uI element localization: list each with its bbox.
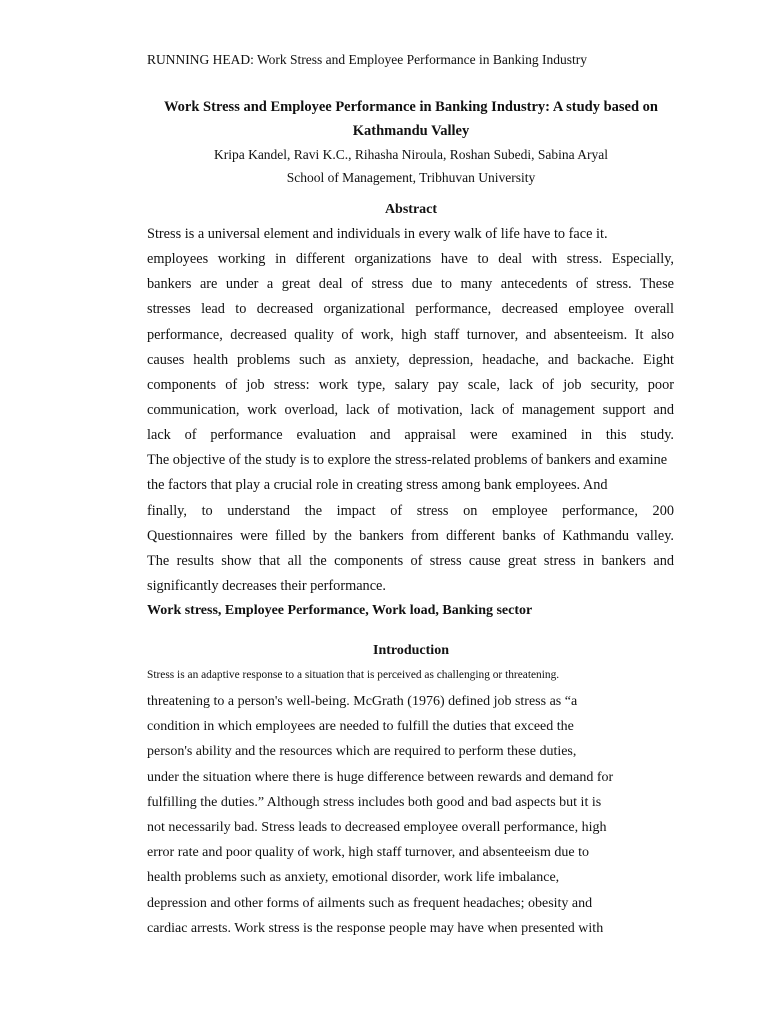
abstract-line: the factors that play a crucial role in creating stress among bank employees. And bbox=[147, 477, 608, 494]
abstract-line: communication, work overload, lack of motivation, lack of management support and bbox=[147, 401, 674, 418]
introduction-text bbox=[147, 689, 613, 941]
introduction-first-line: Stress is an adaptive response to a situation that is perceived as challenging or threatening. bbox=[147, 669, 560, 681]
abstract-line: lack of performance evaluation and appraisal were examined in this study. bbox=[147, 427, 674, 444]
abstract-line: significantly decreases their performance. bbox=[147, 577, 386, 594]
authors: Kripa Kandel, Ravi K.C., Rihasha Niroula, Roshan Subedi, Sabina Aryal bbox=[213, 147, 609, 162]
introduction-line: error rate and poor quality of work, high staff turnover, and absenteeism due to bbox=[147, 845, 589, 861]
abstract-line: causes health problems such as anxiety, depression, headache, and backache. Eight bbox=[147, 351, 674, 368]
introduction-line: condition in which employees are needed to fulfill the duties that exceed the bbox=[147, 719, 574, 735]
running-head: RUNNING HEAD: Work Stress and Employee Performance in Banking Industry bbox=[147, 52, 587, 67]
abstract-line: employees working in different organizations have to deal with stress. Especially, bbox=[147, 251, 674, 268]
abstract-line: The objective of the study is to explore the stress-related problems of bankers and examine bbox=[147, 452, 668, 469]
title-line-2: Kathmandu Valley bbox=[352, 123, 470, 139]
abstract-line: stresses lead to decreased organizational performance, decreased employee overall bbox=[147, 301, 674, 318]
title-line-1: Work Stress and Employee Performance in Banking Industry: A study based on bbox=[163, 99, 658, 115]
abstract-line: components of job stress: work type, salary pay scale, lack of job security, poor bbox=[147, 376, 674, 393]
introduction-line: under the situation where there is huge difference between rewards and demand for bbox=[147, 769, 614, 785]
introduction-line: depression and other forms of ailments such as frequent headaches; obesity and bbox=[147, 895, 593, 911]
introduction-line: person's ability and the resources which are required to perform these duties, bbox=[147, 744, 577, 760]
abstract-line: The results show that all the components of stress cause great stress in bankers and bbox=[147, 552, 674, 569]
introduction-line: not necessarily bad. Stress leads to decreased employee overall performance, high bbox=[147, 819, 607, 835]
affiliation: School of Management, Tribhuvan University bbox=[286, 170, 536, 185]
abstract-line: finally, to understand the impact of stress on employee performance, 200 bbox=[147, 502, 674, 519]
abstract-line: bankers are under a great deal of stress due to many antecedents of stress. These bbox=[147, 276, 674, 293]
introduction-line: health problems such as anxiety, emotional disorder, work life imbalance, bbox=[147, 870, 560, 886]
paper-title bbox=[120, 95, 702, 143]
introduction-line: cardiac arrests. Work stress is the response people may have when presented with bbox=[147, 920, 604, 936]
abstract-line: performance, decreased quality of work, high staff turnover, and absenteeism. It also bbox=[147, 326, 674, 343]
abstract-text bbox=[147, 222, 707, 599]
abstract-heading: Abstract bbox=[384, 202, 438, 217]
abstract-line: Stress is a universal element and individuals in every walk of life have to face it. bbox=[147, 226, 608, 242]
introduction-line: fulfilling the duties.” Although stress includes both good and bad aspects but it is bbox=[147, 794, 602, 810]
keywords: Work stress, Employee Performance, Work load, Banking sector bbox=[147, 603, 533, 618]
introduction-line: threatening to a person's well-being. McGrath (1976) defined job stress as “a bbox=[147, 694, 578, 709]
abstract-line: Questionnaires were filled by the bankers from different banks of Kathmandu valley. bbox=[147, 527, 674, 544]
introduction-heading: Introduction bbox=[373, 643, 449, 658]
